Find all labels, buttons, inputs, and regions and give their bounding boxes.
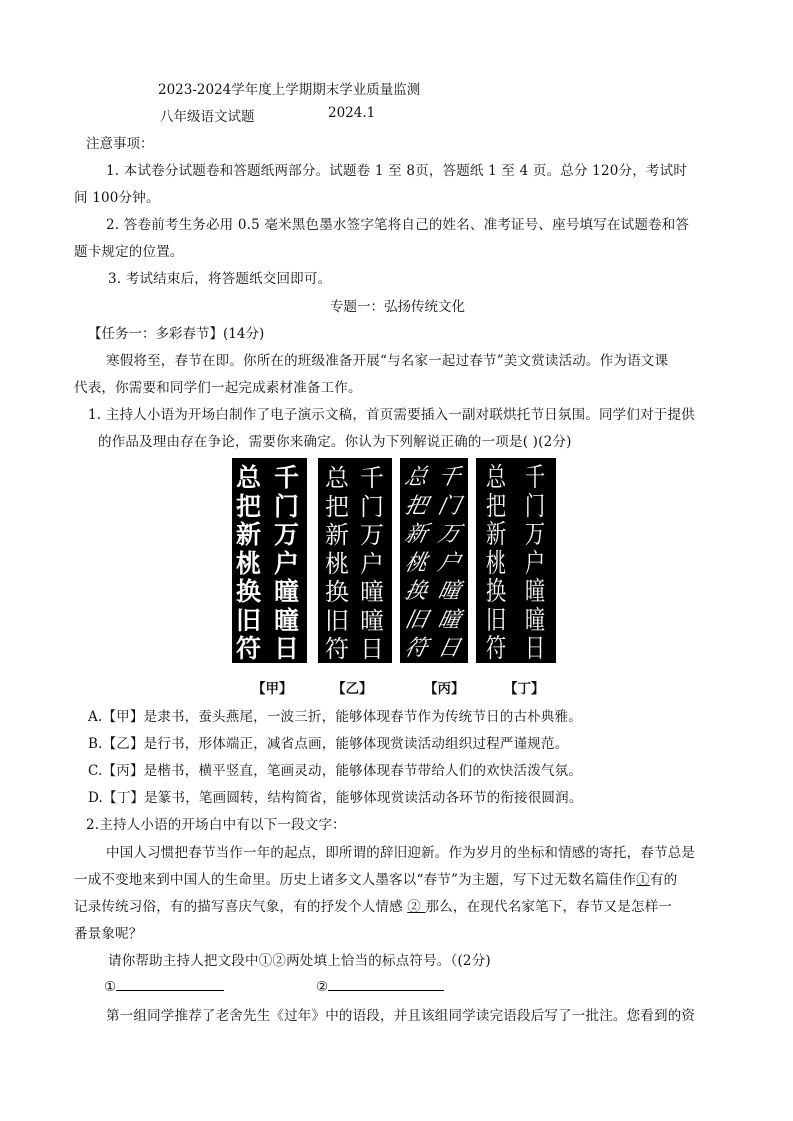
- notice-item-3: 3. 考试结束后，将答题纸交回即可。: [108, 271, 332, 287]
- option-a: A.【甲】是隶书，蚕头燕尾，一波三折，能够体现春节作为传统节日的古朴典雅。: [88, 709, 582, 725]
- couplet-left-column: 总 把 新 桃 换 旧 符: [325, 464, 349, 663]
- notice-item-1-cont: 间 100分钟。: [74, 190, 160, 206]
- couplet-left-column: 总 把 新 桃 换 旧 符: [402, 465, 430, 661]
- couplet-right-column: 千 门 万 户 曈 曈 日: [524, 463, 546, 664]
- q2-passage-line-2: 一成不变地来到中国人的生命里。历史上诸多文人墨客以“春节”为主题，写下过无数名篇佳作①有的: [74, 872, 678, 888]
- answer-blank-2[interactable]: ②: [316, 976, 444, 995]
- topic-heading: 专题一：弘扬传统文化: [330, 299, 465, 315]
- exam-subtitle: 八年级语文试题: [160, 109, 255, 125]
- next-paragraph: 第一组同学推荐了老舍先生《过年》中的语段，并且该组同学读完语段后写了一批注。您看到的资: [106, 1008, 696, 1024]
- q2-passage-line-3: 记录传统习俗，有的描写喜庆气象，有的抒发个人情感 ② 那么，在现代名家笔下，春节又是怎样一: [74, 899, 673, 915]
- blank-mark-1: ①: [636, 872, 650, 888]
- notice-item-2: 2. 答卷前考生务必用 0.5 毫米黑色墨水签字笔将自己的姓名、准考证号、座号填写在试题卷和答: [106, 217, 690, 233]
- couplet-left-column: 总 把 新 桃 换 旧 符: [236, 463, 262, 663]
- q2-ask: 请你帮助主持人把文段中①②两处填上恰当的标点符号。（(2分): [108, 953, 491, 969]
- q2-passage-line-1: 中国人习惯把春节当作一年的起点，即所谓的辞旧迎新。作为岁月的坐标和情感的寄托，春节总是: [106, 845, 696, 861]
- couplet-bing: [400, 458, 468, 663]
- notice-item-2-cont: 题卡规定的位置。: [74, 244, 184, 260]
- notice-heading: 注意事项：: [86, 136, 154, 152]
- option-d: D.【丁】是篆书，笔画圆转，结构简省，能够体现赏读活动各环节的衔接很圆润。: [88, 790, 583, 806]
- q1-stem-1: 1. 主持人小语为开场白制作了电子演示文稿，首页需要插入一副对联烘托节日氛围。同学们对于提供: [88, 407, 695, 423]
- exam-title: 2023-2024学年度上学期期末学业质量监测: [158, 82, 421, 98]
- couplet-right-column: 千 门 万 户 曈 曈 日: [360, 464, 384, 663]
- couplet-right-column: 千 门 万 户 曈 曈 日: [274, 463, 300, 663]
- label-bing: 【丙】: [424, 681, 465, 697]
- q2-stem: 2.主持人小语的开场白中有以下一段文字：: [86, 817, 346, 833]
- exam-date: 2024.1: [328, 105, 376, 121]
- couplet-yi: [318, 458, 392, 663]
- couplet-ding: [476, 458, 556, 663]
- option-c: C.【丙】是楷书，横平竖直，笔画灵动，能够体现春节带给人们的欢快活泼气氛。: [88, 763, 583, 779]
- couplet-right-column: 千 门 万 户 曈 曈 日: [435, 465, 463, 661]
- blank-mark-2: ②: [407, 899, 426, 915]
- notice-item-1: 1. 本试卷分试题卷和答题纸两部分。试题卷 1 至 8页，答题纸 1 至 4 页。总分 120分，考试时: [106, 163, 688, 179]
- intro-line-2: 代表，你需要和同学们一起完成素材准备工作。: [74, 380, 362, 396]
- couplet-left-column: 总 把 新 桃 换 旧 符: [485, 463, 507, 664]
- q1-stem-2: 的作品及理由存在争论，需要你来确定。你认为下列解说正确的一项是( )(2分): [98, 434, 572, 450]
- q2-passage-line-4: 番景象呢？: [74, 926, 143, 942]
- label-ding: 【丁】: [504, 681, 545, 697]
- task-heading: 【任务一：多彩春节】(14分): [88, 326, 265, 342]
- couplet-jia: [232, 458, 307, 663]
- answer-blank-1[interactable]: ①: [104, 976, 224, 995]
- label-jia: 【甲】: [252, 681, 293, 697]
- intro-line-1: 寒假将至，春节在即。你所在的班级准备开展“与名家一起过春节”美文赏读活动。作为语文课: [106, 353, 669, 369]
- option-b: B.【乙】是行书，形体端正，减省点画，能够体现赏读活动组织过程严谨规范。: [88, 736, 569, 752]
- label-yi: 【乙】: [332, 681, 373, 697]
